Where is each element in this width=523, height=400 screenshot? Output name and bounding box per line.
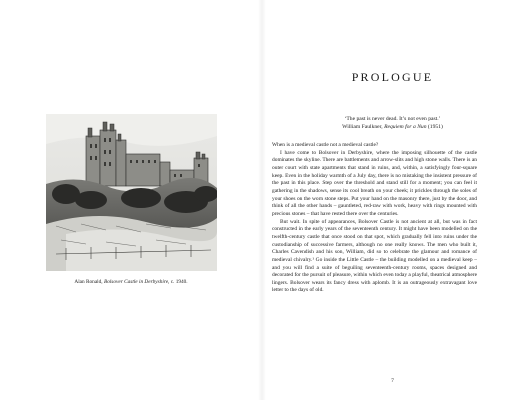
epigraph-work-title: Requiem for a Nun — [384, 124, 427, 130]
illustration-caption — [36, 279, 226, 286]
caption-date: , c. 1940. — [168, 279, 188, 285]
right-page — [262, 0, 523, 400]
page-number: 7 — [391, 378, 394, 384]
paragraph: When is a medieval castle not a medieval castle? — [272, 142, 379, 148]
body-text — [272, 142, 477, 295]
epigraph-quote: ‘The past is never dead. It’s not even past.’ — [344, 116, 441, 122]
castle-drawing — [46, 114, 217, 271]
caption-work-title: Bolsover Castle in Derbyshire — [103, 279, 169, 285]
epigraph — [262, 115, 523, 131]
caption-artist: Alan Ronald, — [74, 279, 104, 285]
paragraph: But wait. In spite of appearances, Bolsover Castle is not ancient at all, but was in fact constructed in the early years of the seventeenth century. It might have been modelled on the twelfth-century castle that once stood on that spot, which gradually fell into ruins under the custodianship of successive farmers, although no one really knows. The men who built it, Charles Cavendish and his son, William, did so to celebrate the glamour and romance of medieval chivalry.¹ Go inside the Little Castle – the building modelled on a medieval keep – and you will find a suite of beguiling seventeenth-century rooms, spaces designed and decorated for the pursuit of pleasure, within which even today a playful, theatrical atmosphere lingers. Bolsover wears its fancy dress with aplomb. It is an outrageously extravagant love letter to the days of old. — [272, 218, 477, 294]
castle-illustration — [46, 114, 217, 271]
epigraph-attribution — [262, 123, 523, 131]
chapter-title: PROLOGUE — [351, 70, 434, 84]
epigraph-year: (1951) — [426, 124, 443, 130]
paragraph: I have come to Bolsover in Derbyshire, where the imposing silhouette of the castle dominates the skyline. There are battlements and arrow-slits and high stone walls. There is an outer court with state apartments that stand in ruins, and, within, a satisfyingly four-square keep. Even in the holiday warmth of a July day, there is no mistaking the insistent pressure of the past in this place. Step over the threshold and stand still for a moment; you can feel it gathering in the shadows, sense its cool breath on your cheek; it prickles through the soles of your shoes on the worn stone steps. Put your hand on the masonry there, just by the door, and think of all the other hands – gauntleted, red-raw with work, heavy with rings mounted with precious stones – that have rested there over the centuries. — [272, 149, 477, 217]
epigraph-author: William Faulkner, — [342, 124, 385, 130]
